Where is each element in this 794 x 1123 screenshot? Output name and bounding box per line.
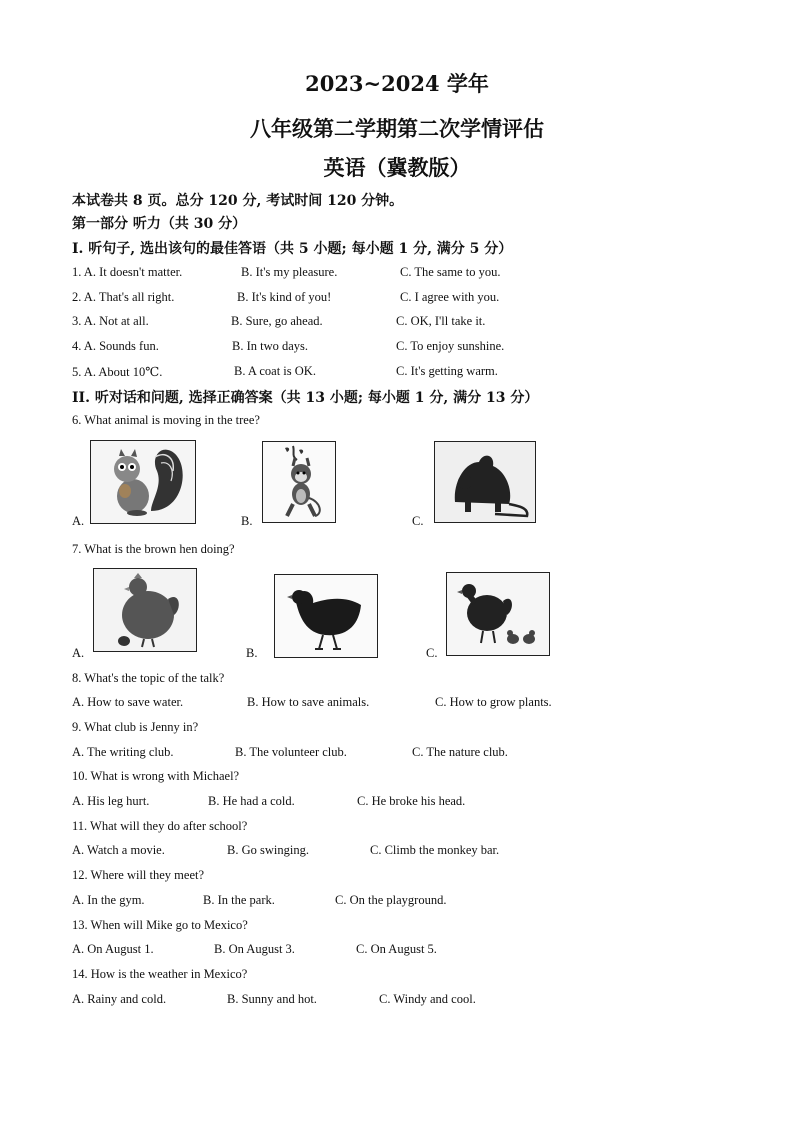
- q7-option-b[interactable]: B.: [246, 646, 258, 660]
- q11-option-a: A. Watch a movie.: [72, 843, 165, 857]
- q6-option-c[interactable]: C.: [412, 514, 424, 528]
- exam-info: 本试卷共 8 页。总分 120 分, 考试时间 120 分钟。: [72, 193, 404, 209]
- q14-question: 14. How is the weather in Mexico?: [72, 967, 248, 981]
- q4-option-c: C. To enjoy sunshine.: [396, 339, 505, 353]
- q6-question: 6. What animal is moving in the tree?: [72, 413, 260, 427]
- q10-option-c: C. He broke his head.: [357, 794, 466, 808]
- section1-heading: I. 听句子, 选出该句的最佳答语（共 5 小题; 每小题 1 分, 满分 5 分）: [72, 241, 513, 257]
- q14-option-c: C. Windy and cool.: [379, 992, 476, 1006]
- q9-option-a: A. The writing club.: [72, 745, 174, 759]
- q11-question: 11. What will they do after school?: [72, 819, 248, 833]
- q6-option-a[interactable]: A.: [72, 514, 85, 528]
- hen-with-egg-icon: [93, 568, 197, 652]
- q2-option-a: 2. A. That's all right.: [72, 290, 175, 304]
- q10-option-b: B. He had a cold.: [208, 794, 295, 808]
- q8-option-a: A. How to save water.: [72, 695, 184, 709]
- q12-question: 12. Where will they meet?: [72, 868, 205, 882]
- hen-with-chicks-icon: [446, 572, 550, 656]
- monkey-icon: [262, 441, 336, 523]
- q14-option-a: A. Rainy and cold.: [72, 992, 167, 1006]
- q1-option-c: C. The same to you.: [400, 265, 501, 279]
- q3-option-b: B. Sure, go ahead.: [231, 314, 323, 328]
- q8-option-b: B. How to save animals.: [247, 695, 370, 709]
- q12-option-a: A. In the gym.: [72, 893, 145, 907]
- q10-option-a: A. His leg hurt.: [72, 794, 150, 808]
- q8-question: 8. What's the topic of the talk?: [72, 671, 225, 685]
- q9-question: 9. What club is Jenny in?: [72, 720, 199, 734]
- q13-option-c: C. On August 5.: [356, 942, 437, 956]
- q7-option-c[interactable]: C.: [426, 646, 438, 660]
- q10-question: 10. What is wrong with Michael?: [72, 769, 240, 783]
- q8-option-c: C. How to grow plants.: [435, 695, 552, 709]
- q3-option-a: 3. A. Not at all.: [72, 314, 149, 328]
- section2-heading: II. 听对话和问题, 选择正确答案（共 13 小题; 每小题 1 分, 满分 13 分）: [72, 390, 539, 406]
- q7-question: 7. What is the brown hen doing?: [72, 542, 235, 556]
- q13-option-a: A. On August 1.: [72, 942, 154, 956]
- q7-option-a[interactable]: A.: [72, 646, 85, 660]
- q14-option-b: B. Sunny and hot.: [227, 992, 317, 1006]
- q1-option-a: 1. A. It doesn't matter.: [72, 265, 183, 279]
- exam-subject: 英语（冀教版）: [323, 155, 471, 180]
- q13-option-b: B. On August 3.: [214, 942, 295, 956]
- q4-option-a: 4. A. Sounds fun.: [72, 339, 159, 353]
- hen-walking-icon: [274, 574, 378, 658]
- q9-option-c: C. The nature club.: [412, 745, 508, 759]
- q11-option-c: C. Climb the monkey bar.: [370, 843, 500, 857]
- q1-option-b: B. It's my pleasure.: [241, 265, 338, 279]
- q13-question: 13. When will Mike go to Mexico?: [72, 918, 248, 932]
- q2-option-b: B. It's kind of you!: [237, 290, 332, 304]
- exam-term-title: 八年级第二学期第二次学情评估: [250, 116, 544, 141]
- q3-option-c: C. OK, I'll take it.: [396, 314, 486, 328]
- q12-option-b: B. In the park.: [203, 893, 275, 907]
- q6-option-b[interactable]: B.: [241, 514, 253, 528]
- q12-option-c: C. On the playground.: [335, 893, 447, 907]
- exam-year: 2023~2024 学年: [305, 71, 489, 96]
- q4-option-b: B. In two days.: [232, 339, 309, 353]
- squirrel-icon: [90, 440, 196, 524]
- q11-option-b: B. Go swinging.: [227, 843, 309, 857]
- q9-option-b: B. The volunteer club.: [235, 745, 347, 759]
- part1-heading: 第一部分 听力（共 30 分）: [72, 216, 247, 232]
- q5-option-b: B. A coat is OK.: [234, 364, 316, 378]
- mouse-icon: [434, 441, 536, 523]
- q5-option-c: C. It's getting warm.: [396, 364, 498, 378]
- q2-option-c: C. I agree with you.: [400, 290, 500, 304]
- q5-option-a: 5. A. About 10℃.: [72, 365, 163, 379]
